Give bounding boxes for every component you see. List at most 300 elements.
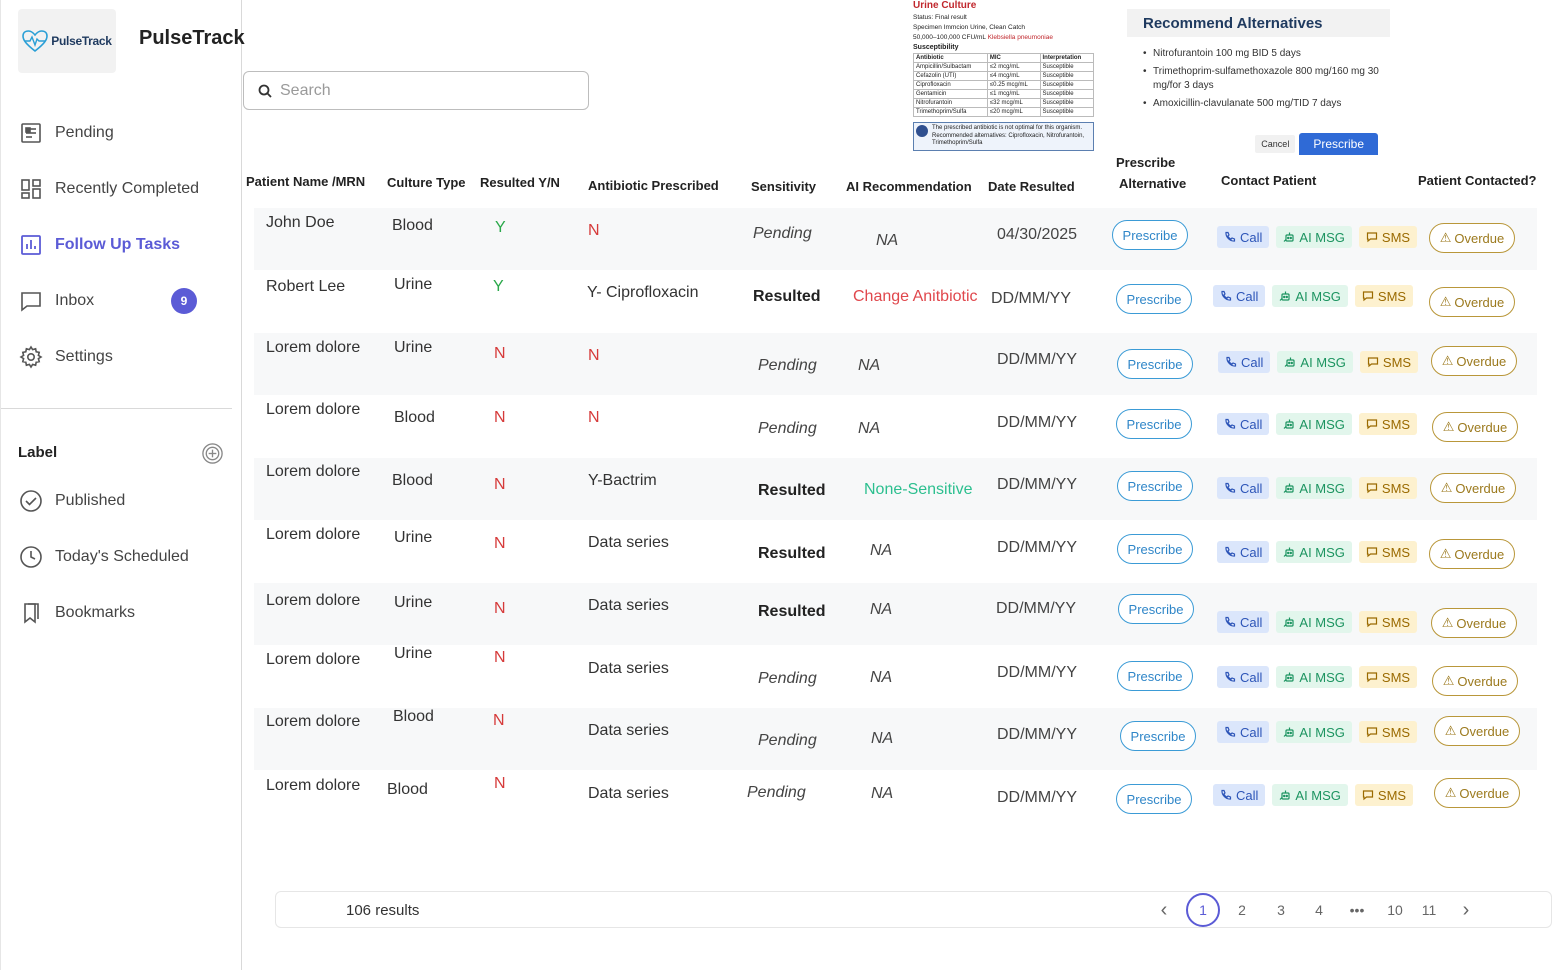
table-cell: Trimethoprim/Sulfa — [914, 108, 988, 117]
cancel-button[interactable]: Cancel — [1255, 135, 1295, 153]
sidebar-item-label: Settings — [55, 348, 113, 365]
antibiotic-prescribed: Y- Ciprofloxacin — [587, 284, 699, 301]
antibiotic-prescribed: Data series — [588, 722, 669, 739]
antibiotic-prescribed: Y-Bactrim — [588, 472, 657, 489]
sidebar-item-label: Recently Completed — [55, 180, 200, 197]
page-button[interactable]: 11 — [1421, 902, 1437, 918]
prescribe-alternative-button[interactable]: Prescribe — [1117, 661, 1193, 691]
prescribe-alternative-button[interactable]: Prescribe — [1117, 471, 1193, 501]
sidebar-item-recently-completed[interactable] — [19, 174, 219, 204]
table-row — [914, 90, 1094, 99]
robot-icon — [1283, 726, 1295, 738]
overdue-status-badge[interactable] — [1430, 473, 1516, 503]
culture-type: Urine — [394, 339, 433, 356]
prescribe-alternative-button[interactable]: Prescribe — [1116, 784, 1192, 814]
sms-button[interactable] — [1359, 541, 1417, 563]
antibiotic-prescribed: N — [588, 222, 600, 239]
table-cell: Susceptible — [1040, 81, 1093, 90]
ai-message-button[interactable] — [1276, 541, 1352, 563]
table-cell: Nitrofurantoin — [914, 99, 988, 108]
warning-icon: ⚠ — [1439, 546, 1452, 561]
report-count: 50,000–100,000 CFU/mL — [913, 34, 986, 41]
sensitivity-status: Pending — [747, 784, 806, 801]
sidebar-item-label: Inbox — [55, 292, 95, 309]
ai-message-button[interactable] — [1276, 721, 1352, 743]
antibiotic-prescribed: N — [588, 409, 600, 426]
culture-type: Blood — [387, 781, 428, 798]
search-bar[interactable] — [243, 71, 589, 110]
phone-icon — [1224, 231, 1236, 243]
recommend-alternatives-dialog — [1127, 9, 1390, 155]
call-button-label: Call — [1240, 544, 1263, 560]
ai-message-button[interactable] — [1276, 666, 1352, 688]
patient-name: Lorem dolore — [266, 777, 361, 794]
clock-icon — [19, 545, 43, 569]
phone-icon — [1224, 616, 1236, 628]
ai-recommendation: NA — [858, 420, 881, 437]
column-header-sensitivity[interactable]: Sensitivity — [751, 179, 817, 194]
column-header-resulted[interactable]: Resulted Y/N — [480, 175, 560, 190]
overdue-label: Overdue — [1455, 480, 1506, 496]
sidebar-divider — [1, 408, 232, 409]
ai-message-button[interactable] — [1276, 611, 1352, 633]
list-item: • Trimethoprim-sulfamethoxazole 800 mg/160 mg 30 mg/for 3 days — [1143, 65, 1379, 93]
table-row[interactable] — [254, 458, 1537, 520]
overdue-label: Overdue — [1457, 419, 1508, 435]
call-button-label: Call — [1240, 416, 1263, 432]
pagination-ellipsis[interactable]: ••• — [1349, 902, 1365, 918]
column-header-date-resulted[interactable]: Date Resulted — [988, 179, 1075, 194]
overdue-status-badge[interactable] — [1429, 287, 1515, 317]
contact-actions — [1217, 413, 1417, 435]
overdue-status-badge[interactable] — [1429, 223, 1515, 253]
ai-message-button-label: AI MSG — [1295, 288, 1341, 304]
ai-message-button[interactable] — [1277, 351, 1353, 373]
ai-recommendation: NA — [858, 357, 881, 374]
list-item: • Amoxicillin-clavulanate 500 mg/TID 7 days — [1143, 97, 1379, 111]
ai-message-button-label: AI MSG — [1299, 544, 1345, 560]
call-button[interactable] — [1217, 721, 1269, 743]
table-cell: Susceptible — [1040, 108, 1093, 117]
ai-message-button-label: AI MSG — [1299, 229, 1345, 245]
phone-icon — [1224, 671, 1236, 683]
ai-message-button[interactable] — [1276, 477, 1352, 499]
date-resulted: DD/MM/YY — [997, 789, 1077, 806]
table-row[interactable] — [254, 771, 1537, 833]
call-button-label: Call — [1240, 229, 1263, 245]
overdue-status-badge[interactable] — [1432, 412, 1518, 442]
dialog-actions — [1255, 133, 1378, 155]
inbox-count-badge: 9 — [171, 288, 197, 314]
call-button-label: Call — [1236, 787, 1259, 803]
robot-icon — [1283, 671, 1295, 683]
phone-icon — [1220, 789, 1232, 801]
phone-icon — [1224, 482, 1236, 494]
contact-actions — [1213, 784, 1413, 806]
sms-button[interactable] — [1355, 285, 1413, 307]
robot-icon — [1283, 482, 1295, 494]
call-button[interactable] — [1217, 477, 1269, 499]
sensitivity-status: Pending — [758, 420, 817, 437]
table-cell: Gentamicin — [914, 90, 988, 99]
sensitivity-status: Resulted — [758, 603, 826, 620]
prescribe-alternative-button[interactable]: Prescribe — [1116, 409, 1192, 439]
table-cell: ≤32 mcg/mL — [987, 99, 1040, 108]
contact-actions — [1218, 351, 1418, 373]
sensitivity-status: Resulted — [753, 288, 821, 305]
ai-recommendation: NA — [870, 601, 893, 618]
chat-icon — [1366, 616, 1378, 628]
search-input[interactable] — [280, 82, 570, 100]
prescribe-button[interactable]: Prescribe — [1299, 133, 1378, 155]
report-note: The prescribed antibiotic is not optimal for this organism. Recommended alternatives: Ciprofloxacin, Nitrofurantoin, Trimethoprim/Sulfa — [932, 125, 1085, 146]
patient-name: Lorem dolore — [266, 463, 361, 480]
sidebar-item-todays-scheduled[interactable] — [19, 542, 219, 572]
table-row[interactable] — [254, 646, 1537, 708]
date-resulted: DD/MM/YY — [997, 664, 1077, 681]
table-cell: Susceptible — [1040, 90, 1093, 99]
call-button[interactable] — [1217, 541, 1269, 563]
sms-button[interactable] — [1359, 477, 1417, 499]
chat-icon — [1366, 231, 1378, 243]
chat-icon — [1366, 546, 1378, 558]
table-row — [914, 81, 1094, 90]
alternatives-list — [1127, 37, 1390, 111]
column-header-patient[interactable]: Patient Name /MRN — [246, 174, 366, 189]
dashboard-icon — [19, 177, 43, 201]
sms-button[interactable] — [1359, 666, 1417, 688]
document-icon — [19, 121, 43, 145]
table-row — [914, 63, 1094, 72]
call-button-label: Call — [1240, 480, 1263, 496]
table-row[interactable] — [254, 270, 1537, 332]
logo — [18, 9, 116, 73]
ai-recommendation: NA — [871, 785, 894, 802]
resulted-flag: N — [493, 712, 505, 729]
ai-message-button-label: AI MSG — [1300, 354, 1346, 370]
prescribe-alternative-button[interactable]: Prescribe — [1112, 220, 1188, 250]
overdue-status-badge[interactable] — [1434, 716, 1520, 746]
table-row[interactable] — [254, 520, 1537, 582]
report-title: Urine Culture — [913, 0, 977, 11]
ai-recommendation: NA — [870, 669, 893, 686]
search-icon — [258, 84, 272, 98]
info-icon — [916, 125, 928, 137]
table-cell: ≤1 mcg/mL — [987, 90, 1040, 99]
prescribe-alternative-button[interactable]: Prescribe — [1116, 284, 1192, 314]
sms-button-label: SMS — [1377, 787, 1407, 803]
ai-message-button[interactable] — [1272, 285, 1348, 307]
patient-name: Lorem dolore — [266, 339, 361, 356]
page-button[interactable]: 4 — [1315, 902, 1323, 918]
resulted-flag: N — [494, 476, 506, 493]
report-organism: Klebsiella pneumoniae — [987, 34, 1053, 41]
call-button-label: Call — [1240, 724, 1263, 740]
prescribe-alternative-button[interactable]: Prescribe — [1120, 721, 1196, 751]
warning-icon: ⚠ — [1439, 230, 1452, 245]
ai-message-button-label: AI MSG — [1299, 724, 1345, 740]
page-button[interactable]: 3 — [1277, 902, 1285, 918]
robot-icon — [1283, 616, 1295, 628]
report-status: Status: Final result — [913, 14, 967, 21]
sms-button-label: SMS — [1381, 724, 1411, 740]
call-button-label: Call — [1240, 614, 1263, 630]
report-specimen: Specimen Immcion Urine, Clean Catch — [913, 24, 1025, 31]
call-button[interactable] — [1217, 666, 1269, 688]
table-row — [914, 99, 1094, 108]
sms-button[interactable] — [1359, 226, 1417, 248]
culture-type: Blood — [392, 472, 433, 489]
page-button[interactable]: 2 — [1238, 902, 1246, 918]
warning-icon: ⚠ — [1440, 480, 1453, 495]
list-item: • Nitrofurantoin 100 mg BID 5 days — [1143, 47, 1379, 61]
overdue-status-badge[interactable] — [1431, 346, 1517, 376]
sidebar-item-bookmarks[interactable] — [19, 598, 219, 628]
table-row — [914, 108, 1094, 117]
phone-icon — [1224, 546, 1236, 558]
sms-button[interactable] — [1355, 784, 1413, 806]
check-circle-icon — [19, 489, 43, 513]
table-cell: ≤20 mcg/mL — [987, 108, 1040, 117]
ai-message-button[interactable] — [1276, 226, 1352, 248]
patient-name: Lorem dolore — [266, 526, 361, 543]
table-cell: Susceptible — [1040, 63, 1093, 72]
robot-icon — [1284, 356, 1296, 368]
column-header-antibiotic[interactable]: Antibiotic Prescribed — [588, 178, 719, 193]
chat-icon — [1366, 671, 1378, 683]
ai-message-button[interactable] — [1272, 784, 1348, 806]
phone-icon — [1224, 726, 1236, 738]
sidebar-item-inbox[interactable] — [19, 286, 219, 316]
chevron-left-icon[interactable]: ‹ — [1160, 898, 1168, 921]
message-icon — [19, 289, 43, 313]
overdue-label: Overdue — [1456, 353, 1507, 369]
page-button[interactable]: 1 — [1186, 893, 1220, 927]
sms-button-label: SMS — [1381, 669, 1411, 685]
sms-button[interactable] — [1359, 721, 1417, 743]
results-count: 106 results — [346, 902, 420, 919]
robot-icon — [1279, 789, 1291, 801]
table-row[interactable] — [254, 208, 1537, 270]
table-cell: Ciprofloxacin — [914, 81, 988, 90]
table-header: Antibiotic — [914, 54, 988, 63]
culture-type: Blood — [392, 217, 433, 234]
warning-icon: ⚠ — [1441, 615, 1454, 630]
phone-icon — [1225, 356, 1237, 368]
robot-icon — [1283, 546, 1295, 558]
warning-icon: ⚠ — [1444, 785, 1457, 800]
contact-actions — [1217, 721, 1417, 743]
call-button[interactable] — [1217, 611, 1269, 633]
sms-button-label: SMS — [1381, 544, 1411, 560]
susceptibility-table — [913, 53, 1094, 117]
ai-recommendation: NA — [870, 542, 893, 559]
patient-name: Lorem dolore — [266, 592, 361, 609]
add-label-icon[interactable] — [201, 442, 224, 465]
sidebar-item-label: Bookmarks — [55, 604, 136, 621]
table-row[interactable] — [254, 395, 1537, 457]
warning-icon: ⚠ — [1441, 353, 1454, 368]
page-button[interactable]: 10 — [1387, 902, 1403, 918]
culture-type: Urine — [394, 594, 433, 611]
sms-button[interactable] — [1359, 413, 1417, 435]
call-button[interactable] — [1217, 413, 1269, 435]
overdue-status-badge[interactable] — [1429, 539, 1515, 569]
table-cell: ≤4 mcg/mL — [987, 72, 1040, 81]
sms-button-label: SMS — [1381, 416, 1411, 432]
column-header-prescribe[interactable]: Prescribe — [1116, 155, 1176, 170]
antibiotic-prescribed: Data series — [588, 660, 669, 677]
antibiotic-prescribed: Data series — [588, 534, 669, 551]
date-resulted: DD/MM/YY — [997, 476, 1077, 493]
prescribe-alternative-button[interactable]: Prescribe — [1117, 534, 1193, 564]
urine-culture-report — [911, 0, 1096, 176]
bookmark-icon — [19, 601, 43, 625]
overdue-label: Overdue — [1456, 615, 1507, 631]
contact-actions — [1217, 226, 1417, 248]
phone-icon — [1220, 290, 1232, 302]
sidebar-item-follow-up-tasks[interactable] — [19, 230, 219, 260]
sidebar-item-pending[interactable] — [19, 118, 219, 148]
contact-actions — [1213, 285, 1413, 307]
warning-icon: ⚠ — [1442, 673, 1455, 688]
culture-type: Urine — [394, 529, 433, 546]
chat-icon — [1366, 482, 1378, 494]
sensitivity-status: Pending — [758, 670, 817, 687]
label-heading: Label — [18, 444, 58, 461]
overdue-label: Overdue — [1459, 785, 1510, 801]
overdue-label: Overdue — [1454, 294, 1505, 310]
report-alert — [913, 122, 1094, 151]
call-button[interactable] — [1218, 351, 1270, 373]
chat-icon — [1362, 290, 1374, 302]
prescribe-alternative-button[interactable]: Prescribe — [1118, 594, 1194, 624]
sms-button-label: SMS — [1381, 614, 1411, 630]
patient-name: Robert Lee — [266, 278, 346, 295]
ai-message-button-label: AI MSG — [1299, 480, 1345, 496]
phone-icon — [1224, 418, 1236, 430]
column-header-contact-patient[interactable]: Contact Patient — [1221, 173, 1317, 188]
table-row[interactable] — [254, 333, 1537, 395]
robot-icon — [1283, 231, 1295, 243]
date-resulted: DD/MM/YY — [991, 290, 1071, 307]
chat-icon — [1366, 418, 1378, 430]
table-cell: Ampicillin/Sulbactam — [914, 63, 988, 72]
overdue-label: Overdue — [1457, 673, 1508, 689]
chat-icon — [1366, 726, 1378, 738]
prescribe-alternative-button[interactable]: Prescribe — [1117, 349, 1193, 379]
sms-button-label: SMS — [1381, 229, 1411, 245]
heartbeat-icon — [22, 30, 48, 52]
ai-recommendation: None-Sensitive — [864, 481, 973, 498]
dialog-title: Recommend Alternatives — [1127, 9, 1390, 37]
sms-button[interactable] — [1360, 351, 1418, 373]
chevron-right-icon[interactable]: › — [1462, 898, 1470, 921]
table-cell: Susceptible — [1040, 72, 1093, 81]
table-row[interactable] — [254, 583, 1537, 645]
sms-button-label: SMS — [1377, 288, 1407, 304]
overdue-status-badge[interactable] — [1434, 778, 1520, 808]
antibiotic-prescribed: N — [588, 347, 600, 364]
column-header-ai-recommendation[interactable]: AI Recommendation — [846, 179, 972, 194]
call-button[interactable] — [1213, 784, 1265, 806]
ai-message-button-label: AI MSG — [1295, 787, 1341, 803]
sidebar-item-settings[interactable] — [19, 342, 219, 372]
call-button[interactable] — [1213, 285, 1265, 307]
contact-actions — [1217, 477, 1417, 499]
sidebar-item-published[interactable] — [19, 486, 219, 516]
contact-actions — [1217, 666, 1417, 688]
logo-text: PulseTrack — [51, 34, 112, 48]
resulted-flag: N — [494, 775, 506, 792]
table-row — [914, 72, 1094, 81]
date-resulted: DD/MM/YY — [996, 600, 1076, 617]
report-susceptibility-heading: Susceptibility — [913, 44, 959, 51]
culture-type: Urine — [394, 645, 433, 662]
table-cell: Cefazolin (UTI) — [914, 72, 988, 81]
resulted-flag: Y — [495, 219, 506, 236]
column-header-patient-contacted[interactable]: Patient Contacted? — [1418, 173, 1537, 188]
table-header: MIC — [987, 54, 1040, 63]
patient-name: Lorem dolore — [266, 651, 361, 668]
overdue-status-badge[interactable] — [1432, 666, 1518, 696]
ai-recommendation: NA — [876, 232, 899, 249]
column-header-culture[interactable]: Culture Type — [387, 175, 466, 190]
sidebar-item-label: Pending — [55, 124, 114, 141]
date-resulted: DD/MM/YY — [997, 351, 1077, 368]
date-resulted: DD/MM/YY — [997, 414, 1077, 431]
resulted-flag: N — [494, 649, 506, 666]
antibiotic-prescribed: Data series — [588, 785, 669, 802]
column-header-alternative[interactable]: Alternative — [1119, 176, 1187, 191]
date-resulted: DD/MM/YY — [997, 539, 1077, 556]
antibiotic-prescribed: Data series — [588, 597, 669, 614]
overdue-label: Overdue — [1454, 546, 1505, 562]
call-button[interactable] — [1217, 226, 1269, 248]
warning-icon: ⚠ — [1442, 419, 1455, 434]
table-cell: ≤0.25 mcg/mL — [987, 81, 1040, 90]
culture-type: Blood — [393, 708, 434, 725]
culture-type: Blood — [394, 409, 435, 426]
table-cell: ≤2 mcg/mL — [987, 63, 1040, 72]
patient-name: John Doe — [266, 214, 335, 231]
report-count-line — [913, 34, 1094, 41]
sidebar-item-label: Follow Up Tasks — [55, 236, 181, 253]
sensitivity-status: Pending — [758, 357, 817, 374]
table-header: Interpretation — [1040, 54, 1093, 63]
call-button-label: Call — [1241, 354, 1264, 370]
ai-message-button[interactable] — [1276, 413, 1352, 435]
table-cell: Susceptible — [1040, 99, 1093, 108]
date-resulted: DD/MM/YY — [997, 726, 1077, 743]
sensitivity-status: Pending — [758, 732, 817, 749]
sensitivity-status: Resulted — [758, 545, 826, 562]
overdue-status-badge[interactable] — [1431, 608, 1517, 638]
sidebar-item-label: Published — [55, 492, 126, 509]
patient-name: Lorem dolore — [266, 401, 361, 418]
sidebar-item-label: Today's Scheduled — [55, 548, 189, 565]
app-name: PulseTrack — [139, 27, 245, 49]
sensitivity-status: Pending — [753, 225, 812, 242]
chat-icon — [1367, 356, 1379, 368]
ai-recommendation: Change Anitbiotic — [853, 288, 978, 305]
sidebar — [0, 0, 245, 970]
sms-button[interactable] — [1359, 611, 1417, 633]
resulted-flag: Y — [493, 278, 504, 295]
ai-recommendation: NA — [871, 730, 894, 747]
table-row[interactable] — [254, 708, 1537, 770]
patient-name: Lorem dolore — [266, 713, 361, 730]
